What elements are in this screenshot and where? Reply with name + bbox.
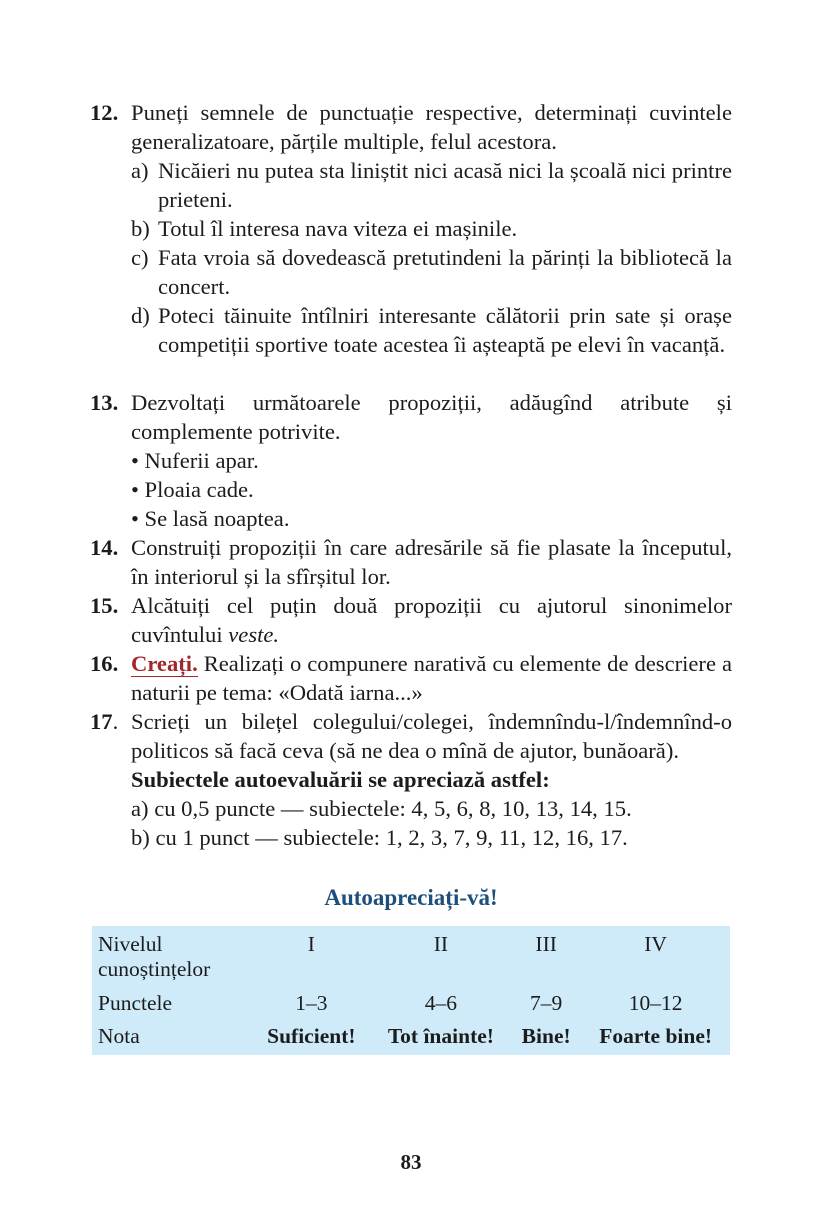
exercise-text: Realizați o compunere narativă cu elemente de descriere a naturii pe tema: «Odată iarna...» (131, 651, 732, 705)
table-cell: Tot înainte! (387, 1024, 494, 1048)
list-item (131, 156, 732, 214)
exercise-number: 14. (90, 535, 119, 560)
exercise-number: 13. (90, 390, 119, 415)
item-text: Nicăieri nu putea sta liniștit nici acasă nici la școală nici printre prieteni. (158, 158, 732, 212)
item-label: d) (131, 303, 150, 328)
scoring-line: a) cu 0,5 puncte — subiectele: 4, 5, 6, 8, 10, 13, 14, 15. (131, 796, 632, 821)
table-cell: II (433, 932, 449, 956)
exercise-text: Puneți semnele de punctuație respective, determinați cuvintele generalizatoare, părțile multiple, felul acestora. (131, 100, 732, 154)
exercise-number: 16. (90, 651, 119, 676)
self-assessment-title: Autoapreciați-vă! (324, 885, 498, 910)
table-cell: 7–9 (530, 991, 563, 1015)
table-cell: Foarte bine! (599, 1024, 713, 1048)
table-row (92, 988, 730, 1020)
list-item (131, 214, 732, 243)
exercise-text: Dezvoltați următoarele propoziții, adăugînd atribute și complemente potrivite. (131, 390, 732, 444)
assessment-subheading: Subiectele autoevaluării se apreciază astfel: (131, 767, 550, 792)
bullet-item: • Ploaia cade. (131, 477, 254, 502)
italic-word: veste. (228, 622, 280, 647)
exercise-14 (90, 533, 732, 591)
table-cell: IV (644, 932, 667, 956)
table-row (92, 1020, 730, 1055)
table-cell: 1–3 (295, 991, 328, 1015)
table-cell: I (307, 932, 315, 956)
exercise-13 (90, 388, 732, 533)
number-suffix: . (112, 709, 119, 734)
exercise-17 (90, 707, 732, 852)
item-text: Totul îl interesa nava viteza ei mașinile. (158, 216, 518, 241)
table-cell: 10–12 (628, 991, 683, 1015)
page-number: 83 (400, 1150, 422, 1174)
bullet-item: • Nuferii apar. (131, 448, 259, 473)
item-label: a) (131, 158, 149, 183)
table-row (92, 926, 730, 988)
creati-label: Creați. (131, 651, 198, 676)
exercise-number: 12. (90, 100, 119, 125)
row-label: Nota (98, 1024, 140, 1048)
exercise-16 (90, 649, 732, 707)
row-label: Nivelul cunoștințelor (98, 932, 211, 981)
scoring-line: b) cu 1 punct — subiectele: 1, 2, 3, 7, 9, 11, 12, 16, 17. (131, 825, 628, 850)
exercise-text: Scrieți un bilețel colegului/colegei, îndemnîndu-l/îndemnînd-o politicos să facă ceva (să ne dea o mînă de ajutor, bunăoară). (131, 709, 732, 763)
list-item (131, 301, 732, 359)
exercise-15 (90, 591, 732, 649)
exercise-text: Alcătuiți cel puțin două propoziții cu ajutorul sinonimelor cuvîntului (131, 593, 732, 647)
item-text: Fata vroia să dovedească pretutindeni la părinți la bibliotecă la concert. (158, 245, 732, 299)
grade-table (92, 926, 730, 1055)
item-text: Poteci tăinuite întîlniri interesante călătorii prin sate și orașe competiții sportive toate acestea îi așteaptă pe elevi în vacanță. (158, 303, 732, 357)
table-cell: III (535, 932, 557, 956)
list-item (131, 243, 732, 301)
row-label: Punctele (98, 991, 173, 1015)
exercise-number: 17 (90, 709, 113, 734)
table-cell: 4–6 (424, 991, 457, 1015)
table-cell: Bine! (521, 1024, 571, 1048)
bullet-item: • Se lasă noaptea. (131, 506, 290, 531)
exercise-number: 15. (90, 593, 119, 618)
table-cell: Suficient! (267, 1024, 356, 1048)
exercise-12 (90, 98, 732, 359)
item-label: b) (131, 216, 150, 241)
exercise-text: Construiți propoziții în care adresările să fie plasate la începutul, în interiorul și la sfîrșitul lor. (131, 535, 732, 589)
item-label: c) (131, 245, 149, 270)
